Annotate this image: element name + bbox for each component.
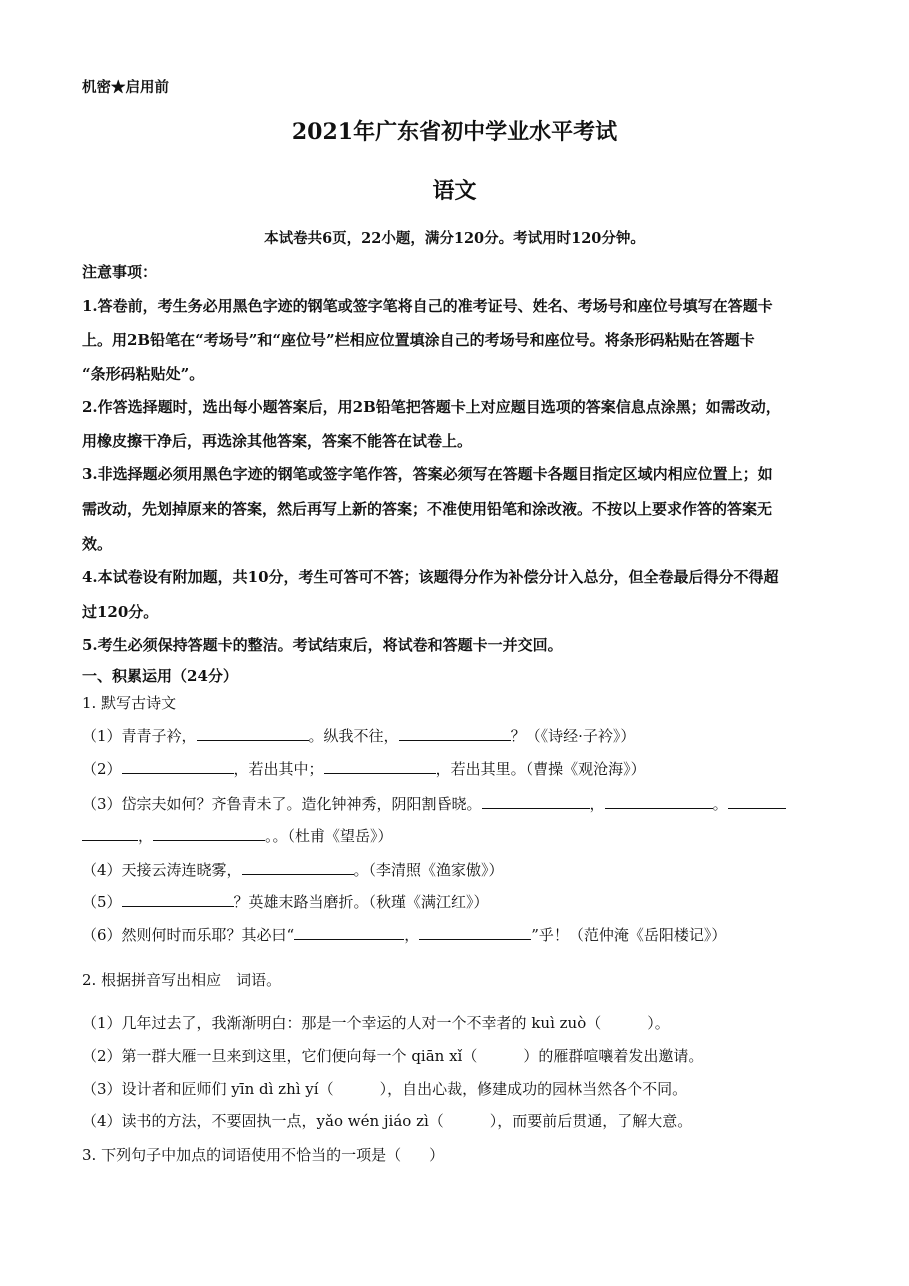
section-heading: 一、积累运用（24分） — [82, 667, 238, 685]
q1-item-text: 。。（杜甫《望岳》） — [265, 827, 393, 845]
note-line: 效。 — [82, 535, 113, 553]
answer-blank[interactable] — [399, 726, 511, 741]
answer-blank[interactable] — [324, 759, 436, 774]
q3-stem-text: 的一项是（ — [326, 1146, 402, 1164]
question-1-stem: 1. 默写古诗文 — [82, 694, 177, 712]
q2-item-text: （1）几年过去了，我渐渐明白：那是一个幸运的人对一个不幸者的 kuì zuò（ — [82, 1014, 602, 1032]
answer-blank[interactable] — [122, 759, 234, 774]
q3-stem-text: ） — [429, 1146, 445, 1164]
note-line: 过120分。 — [82, 603, 159, 621]
note-line: 5.考生必须保持答题卡的整洁。考试结束后，将试卷和答题卡一并交回。 — [82, 636, 563, 654]
q1-item-1 — [82, 726, 635, 746]
q1-item-text: 。纵我不往， — [308, 727, 399, 745]
q2-item-3 — [82, 1079, 687, 1099]
q1-item-text: 。 — [712, 795, 728, 813]
q1-item-text: 。（李清照《渔家傲》） — [353, 861, 504, 879]
q1-item-text: （5） — [82, 893, 122, 911]
q1-item-3 — [82, 794, 786, 814]
question-3-stem — [82, 1145, 444, 1165]
q1-item-5 — [82, 892, 489, 912]
note-line: 1.答卷前，考生务必用黑色字迹的钢笔或签字笔将自己的准考证号、姓名、考场号和座位号填写在答题卡 — [82, 297, 773, 315]
answer-blank[interactable] — [82, 826, 138, 841]
q1-item-6 — [82, 925, 726, 945]
q1-item-text: ？英雄末路当磨折。（秋瑾《满江红》） — [233, 893, 489, 911]
q1-item-text: ， — [138, 827, 154, 845]
q2-item-4 — [82, 1111, 692, 1131]
q2-item-text: ）。 — [647, 1014, 670, 1032]
q1-item-4 — [82, 860, 504, 880]
answer-blank[interactable] — [728, 794, 786, 809]
answer-blank[interactable] — [482, 794, 590, 809]
q3-stem-text: 3. 下列句子中加点的词语使用 — [82, 1146, 282, 1164]
answer-blank[interactable] — [419, 925, 531, 940]
q2-item-text: （3）设计者和匠师们 yīn dì zhì yí（ — [82, 1080, 334, 1098]
q3-emphasis-text: 不恰当 — [281, 1146, 327, 1164]
note-line: 需改动，先划掉原来的答案，然后再写上新的答案；不准使用铅笔和涂改液。不按以上要求作答的答案无 — [82, 500, 773, 518]
confidential-label: 机密★启用前 — [82, 79, 169, 96]
q1-item-text: ？（《诗经·子衿》） — [510, 727, 636, 745]
answer-blank[interactable] — [122, 892, 234, 907]
subject-title: 语文 — [432, 178, 477, 204]
answer-blank[interactable] — [605, 794, 713, 809]
exam-title: 2021年广东省初中学业水平考试 — [291, 119, 618, 145]
note-line: 2.作答选择题时，选出每小题答案后，用2B铅笔把答题卡上对应题目选项的答案信息点涂黑；如需改动， — [82, 398, 781, 416]
q1-item-text: ，若出其里。（曹操《观沧海》） — [435, 760, 646, 778]
q1-item-text: （3）岱宗夫如何？齐鲁青未了。造化钟神秀，阴阳割昏晓。 — [82, 795, 482, 813]
q2-item-text: （4）读书的方法，不要固执一点，yǎo wén jiáo zì（ — [82, 1112, 444, 1130]
q2-item-1 — [82, 1013, 670, 1033]
answer-blank[interactable] — [294, 925, 404, 940]
q1-item-text: （1）青青子衿， — [82, 727, 197, 745]
note-line: 4.本试卷设有附加题，共10分，考生可答可不答；该题得分作为补偿分计入总分，但全卷最后得分不得超 — [82, 568, 779, 586]
q2-item-text: ）的雁群喧嚷着发出邀请。 — [523, 1047, 704, 1065]
q2-item-text: （2）第一群大雁一旦来到这里，它们便向每一个 qiān xǐ（ — [82, 1047, 478, 1065]
notes-heading: 注意事项： — [82, 263, 158, 281]
answer-blank[interactable] — [197, 726, 309, 741]
q1-item-text: ， — [404, 926, 420, 944]
note-line: 用橡皮擦干净后，再选涂其他答案，答案不能答在试卷上。 — [82, 432, 473, 450]
q1-item-text: （2） — [82, 760, 122, 778]
q1-item-text: ， — [589, 795, 605, 813]
answer-blank[interactable] — [242, 860, 354, 875]
answer-blank[interactable] — [153, 826, 265, 841]
exam-info: 本试卷共6页，22小题，满分120分。考试用时120分钟。 — [264, 230, 645, 247]
note-line: 上。用2B铅笔在“考场号”和“座位号”栏相应位置填涂自己的考场号和座位号。将条形码粘贴在答题卡 — [82, 331, 755, 349]
q1-item-2 — [82, 759, 646, 779]
q2-item-text: ），而要前后贯通，了解大意。 — [489, 1112, 693, 1130]
q1-item-3-cont — [82, 826, 393, 846]
question-2-stem: 2. 根据拼音写出相应 词语。 — [82, 971, 282, 989]
q1-item-text: ，若出其中； — [233, 760, 324, 778]
note-line: 3.非选择题必须用黑色字迹的钢笔或签字笔作答，答案必须写在答题卡各题目指定区域内相应位置上；如 — [82, 465, 773, 483]
q2-item-text: ），自出心裁，修建成功的园林当然各个不同。 — [379, 1080, 688, 1098]
q2-item-2 — [82, 1046, 703, 1066]
q1-item-text: （6）然则何时而乐耶？其必曰“ — [82, 926, 295, 944]
note-line: “条形码粘贴处”。 — [82, 365, 205, 383]
q1-item-text: ”乎！（范仲淹《岳阳楼记》） — [531, 926, 727, 944]
q1-item-text: （4）天接云涛连晓雾， — [82, 861, 242, 879]
